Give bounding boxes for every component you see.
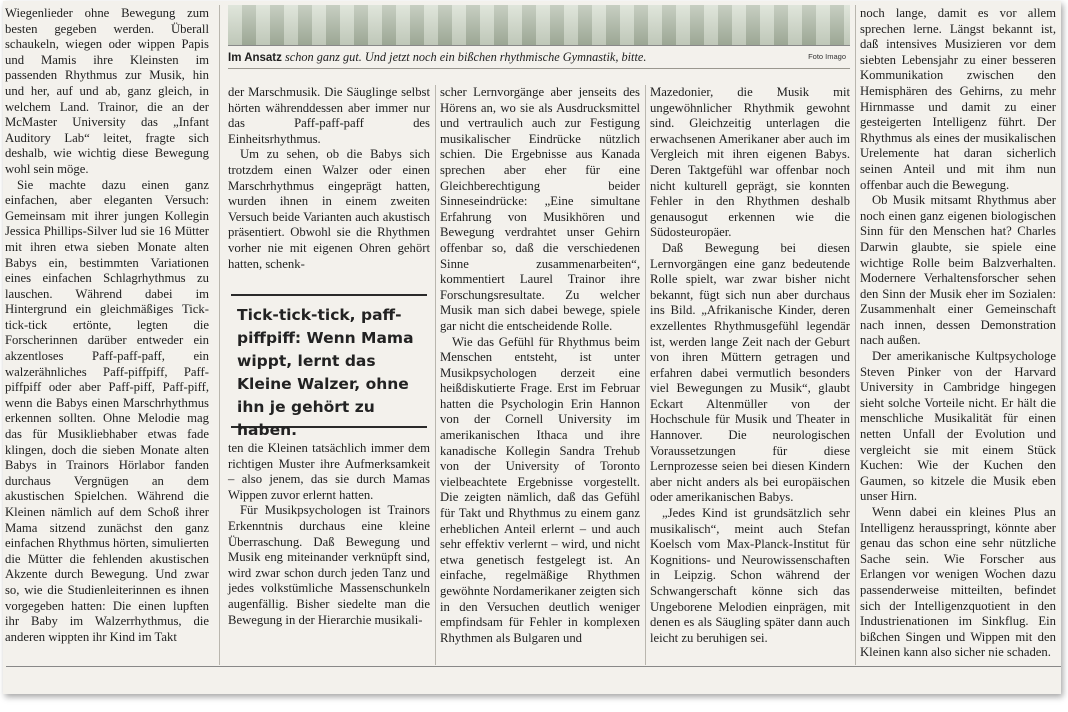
paragraph: scher Lernvorgänge aber jenseits des Hörens an, wo sie als Ausdrucksmittel und vertraulich auch zur Festigung musikalischer Eindrücke nützlich schien. Die Ergebnisse aus Kanada sprechen aber eher für eine Gleichberechtigung beider Sinneseindrücke: „Eine simultane Erfahrung von Musikhören und Bewegung verdrahtet unser Gehirn offenbar so, daß die verschiedenen Sinne zusammenarbeiten“, kommentiert Laurel Trainor ihre Forschungsresultate. Zu welcher Musik man sich dabei bewege, spiele gar nicht die entscheidende Rolle. [440, 85, 640, 333]
paragraph: Für Musikpsychologen ist Trainors Erkenntnis durchaus eine kleine Überraschung. Daß Bewegung und Musik eng miteinander verknüpft sind, wird zwar schon durch jeden Tanz und jedes volkstümliche Massenschunkeln augenfällig. Bisher siedelte man die Bewegung in der Hierarchie musikali- [228, 503, 430, 627]
article-column-2 [228, 85, 430, 272]
newspaper-page [3, 1, 1061, 694]
bottom-rule [6, 666, 1061, 667]
caption-text: schon ganz gut. Und jetzt noch ein bißchen rhythmische Gymnastik, bitte. [284, 50, 647, 64]
article-column-3 [440, 85, 640, 646]
photo-credit: Foto Imago [808, 52, 846, 61]
article-column-1 [5, 6, 209, 645]
paragraph: Daß Bewegung bei diesen Lernvorgängen eine ganz bedeutende Rolle spielt, war zwar bisher nicht bekannt, fügt sich nun aber durchaus ins Bild. „Afrikanische Kinder, deren exzellentes Rhythmusgefühl legendär ist, werden lange Zeit nach der Geburt von ihren Müttern getragen und erfahren dabei vermutlich besonders viel Bewegungen zu Musik“, glaubt Eckart Altenmüller von der Hochschule für Musik und Theater in Hannover. Die neurologischen Voraussetzungen für diese Lernprozesse seien bei diesen Kindern aber nicht anders als bei europäischen oder amerikanischen Babys. [650, 240, 850, 505]
column-divider [645, 85, 646, 665]
paragraph: Wenn dabei ein kleines Plus an Intelligenz herausspringt, könnte aber genau das schon eine sehr nützliche Sache sein. Wie Forscher aus Erlangen vor wenigen Wochen dazu passenderweise mitteilten, befindet sich der Intelligenzquotient in den Industrienationen im Sinkflug. Ein bißchen Singen und Wippen mit den Kleinen kann also sicher nie schaden. [860, 505, 1056, 660]
pull-quote: Tick-tick-tick, paff-piffpiff: Wenn Mama wippt, lernt das Kleine Walzer, ohne ihn je gehört zu haben. [237, 306, 414, 439]
paragraph: „Jedes Kind ist grundsätzlich sehr musikalisch“, meint auch Stefan Koelsch vom Max-Planck-Institut für Kognitions- und Neurowissenschaften in Leipzig. Schon während der Schwangerschaft könne sich das Ungeborene Melodien einprägen, mit denen es als Säugling später dann auch leicht zu beruhigen sei. [650, 506, 850, 645]
paragraph: der Marschmusik. Die Säuglinge selbst hörten währenddessen aber immer nur das Paff-paff-paff des Einheitsrhythmus. [228, 85, 430, 146]
column-divider [219, 5, 220, 665]
column-divider [855, 5, 856, 665]
paragraph: Mazedonier, die Musik mit ungewöhnlicher Rhythmik gewohnt sind. Gleichzeitig unterlagen die erwachsenen Amerikaner aber auch im Vergleich mit ihren eigenen Babys. Deren Taktgefühl war offenbar noch nicht kulturell geprägt, sie konnten Fehler in den Rhythmen deshalb genausogut erkennen wie die Südosteuropäer. [650, 85, 850, 240]
paragraph: ten die Kleinen tatsächlich immer dem richtigen Muster ihre Aufmerksamkeit – also jenem, das sie durch Mamas Wippen zuvor erlernt hatten. [228, 441, 430, 502]
paragraph: Sie machte dazu einen ganz einfachen, aber eleganten Versuch: Gemeinsam mit ihrer jungen Kollegin Jessica Phillips-Silver lud sie 16 Mütter mit ihren etwa sieben Monate alten Babys ein, bestimmten Variationen eines einfachen Schlagrhythmus zu lauschen. Während dabei im Hintergrund ein gleichmäßiges Tick-tick-tick ertönte, legten die Forscherinnen darüber entweder ein akzentloses Paff-paff-paff, ein walzerähnliches Paff-piffpiff, Paff-piffpiff oder aber Paff-piff, Paff-piff, wenn die Babys einen Marschrhythmus erkennen sollten. Ohne Melodie mag das für Musikliebhaber etwas fade klingen, doch die sieben Monate alten Babys in Trainors Hörlabor fanden durchaus Vergnügen an dem akustischen Spielchen. Während die Kleinen nämlich auf dem Schoß ihrer Mama sitzend zunächst den ganz einfachen Rhythmus hörten, simulierten die Mütter die fehlenden akustischen Akzente durch Bewegung. Und zwar so, wie die Studienleiterinnen es ihnen vorgegeben hatten: Die einen lupften ihr Baby im Walzerrhythmus, die anderen wippten ihr Kind im Takt [5, 177, 209, 644]
article-column-2-continued [228, 441, 430, 628]
paragraph: Wie das Gefühl für Rhythmus beim Menschen entsteht, ist unter Musikpsychologen derzeit eine heißdiskutierte Frage. Erst im Februar hatten die Psychologin Erin Hannon von der Cornell University im amerikanischen Ithaca und ihre kanadische Kollegin Sandra Trehub von der University of Toronto vielbeachtete Ergebnisse vorgestellt. Die zeigten nämlich, daß das Gefühl für Takt und Rhythmus zu einem ganz erheblichen Anteil erlernt – und auch sehr effektiv verlernt – wird, und nicht etwa genetisch festgelegt ist. An einfache, regelmäßige Rhythmen gewöhnte Nordamerikaner zeigten sich in den Versuchen deutlich weniger empfindsam für Fehler in komplexen Rhythmen als Bulgaren und [440, 334, 640, 645]
pull-quote-box [231, 294, 427, 439]
caption-lead: Im Ansatz [228, 52, 282, 64]
photo-shading [228, 5, 850, 45]
paragraph: Ob Musik mitsamt Rhythmus aber noch einen ganz eigenen biologischen Sinn für den Menschen hat? Charles Darwin glaubte, sie spiele eine wichtige Rolle beim Balzverhalten. Modernere Verhaltensforscher sehen den Sinn der Musik eher im Sozialen: Zusammenhalt einer Gemeinschaft nach innen, dessen Demonstration nach außen. [860, 193, 1056, 348]
paragraph: Der amerikanische Kultpsychologe Steven Pinker von der Harvard University in Cambridge hingegen sieht solche Vorteile nicht. Er hält die menschliche Musikalität für einen netten Unfall der Evolution und vergleicht sie mit einem Stück Kuchen: Wie der Kuchen den Gaumen, so kitzele die Musik eben unser Hirn. [860, 349, 1056, 504]
column-divider [435, 85, 436, 665]
photo-caption [228, 50, 850, 69]
paragraph: noch lange, damit es vor allem sprechen lerne. Längst bekannt ist, daß intensives Musizieren vor dem siebten Lebensjahr zu einer besseren Kommunikation zwischen den Hemisphären des Gehirns, zu mehr Hirnmasse und damit zu einer gesteigerten Intelligenz führt. Der Rhythmus als eines der musikalischen Urelemente hat daran sicherlich seinen Anteil und mit ihm nun offenbar auch die Bewegung. [860, 6, 1056, 192]
article-column-5 [860, 6, 1056, 661]
paragraph: Um zu sehen, ob die Babys sich trotzdem einen Walzer oder einen Marschrhythmus eingeprägt hatten, wurden ihnen in einem zweiten Versuch beide Varianten auch akustisch präsentiert. Obwohl sie die Rhythmen vorher nie mit eigenen Ohren gehört hatten, schenk- [228, 147, 430, 271]
article-column-4 [650, 85, 850, 646]
paragraph: Wiegenlieder ohne Bewegung zum besten gegeben werden. Überall schaukeln, wiegen oder wippen Papis und Mamis ihre Kleinsten im passenden Rhythmus zur Musik, hin und her, auf und ab, ganz gleich, in welchem Land. Trainor, die an der McMaster University das „Infant Auditory Lab“ leitet, fragte sich deshalb, wie wichtig diese Bewegung wohl sein möge. [5, 6, 209, 176]
article-photo [228, 5, 850, 46]
